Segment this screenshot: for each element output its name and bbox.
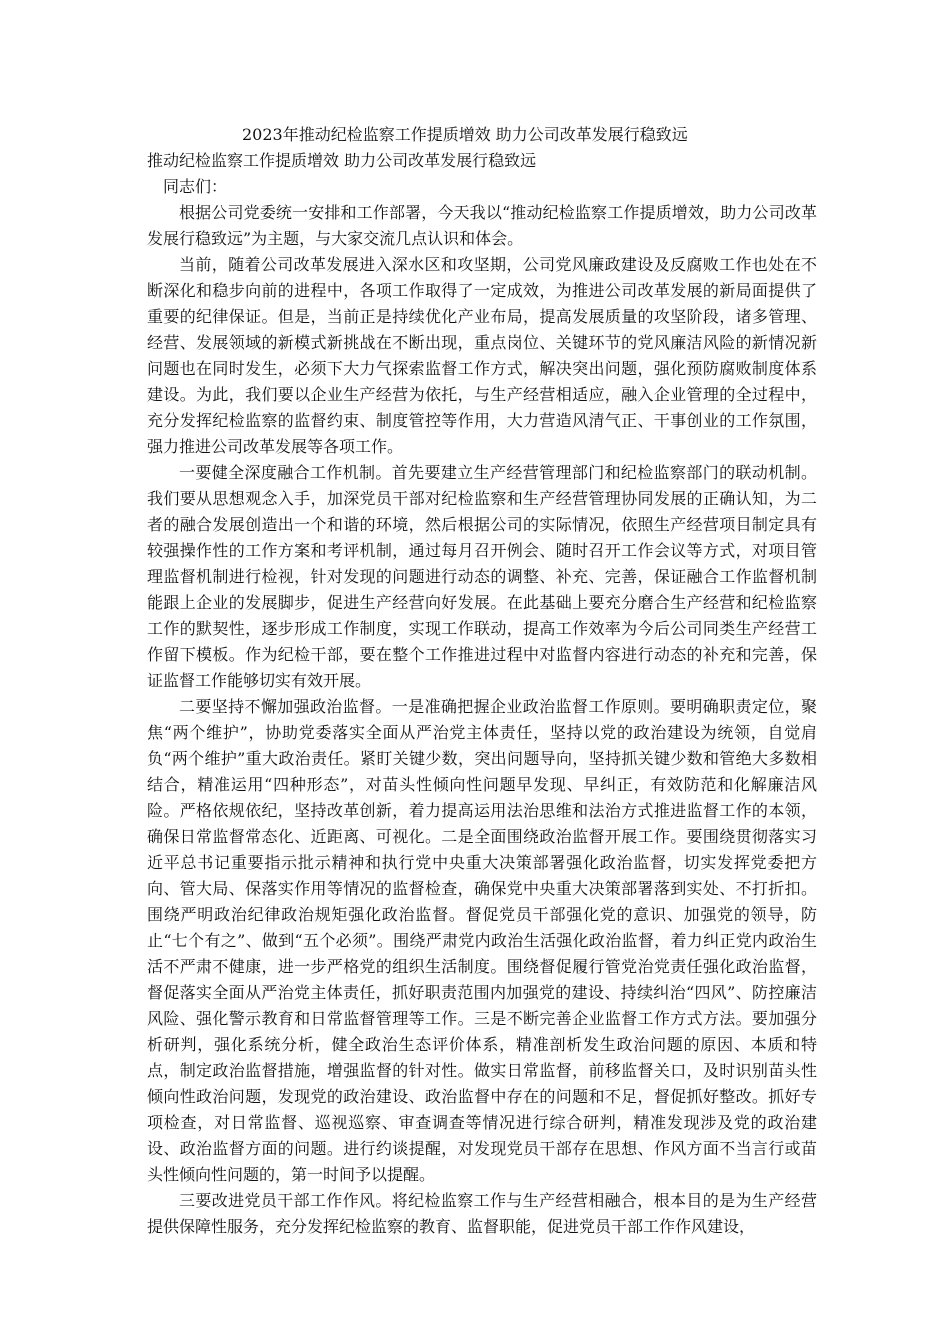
paragraph-background: 当前，随着公司改革发展进入深水区和攻坚期，公司党风廉政建设及反腐败工作也处在不断深化和稳步向前的进程中，各项工作取得了一定成效，为推进公司改革发展的新局面提供了重要的纪律保证。但是，当前正是持续优化产业布局，提高发展质量的攻坚阶段，诸多管理、经营、发展领域的新模式新挑战在不断出现，重点岗位、关键环节的党风廉洁风险的新情况新问题也在同时发生，必须下大力气探索监督工作方式，解决突出问题，强化预防腐败制度体系建设。为此，我们要以企业生产经营为依托，与生产经营相适应，融入企业管理的全过程中，充分发挥纪检监察的监督约束、制度管控等作用，大力营造风清气正、干事创业的工作氛围，强力推进公司改革发展等各项工作。 [147,255,817,456]
paragraph-point-two: 二要坚持不懈加强政治监督。一是准确把握企业政治监督工作原则。要明确职责定位，聚焦“两个维护”，协助党委落实全面从严治党主体责任，坚持以党的政治建设为统领，自觉肩负“两个维护”重大政治责任。紧盯关键少数，突出问题导向，坚持抓关键少数和管绝大多数相结合，精准运用“四种形态”，对苗头性倾向性问题早发现、早纠正，有效防范和化解廉洁风险。严格依规依纪，坚持改革创新，着力提高运用法治思维和法治方式推进监督工作的本领，确保日常监督常态化、近距离、可视化。二是全面围绕政治监督开展工作。要围绕贯彻落实习近平总书记重要指示批示精神和执行党中央重大决策部署强化政治监督，切实发挥党委把方向、管大局、保落实作用等情况的监督检查，确保党中央重大决策部署落到实处、不打折扣。围绕严明政治纪律政治规矩强化政治监督。督促党员干部强化党的意识、加强党的领导，防止“七个有之”、做到“五个必须”。围绕严肃党内政治生活强化政治监督，着力纠正党内政治生活不严肃不健康，进一步严格党的组织生活制度。围绕督促履行管党治党责任强化政治监督，督促落实全面从严治党主体责任，抓好职责范围内加强党的建设、持续纠治“四风”、防控廉洁风险、强化警示教育和日常监督管理等工作。三是不断完善企业监督工作方式方法。要加强分析研判，强化系统分析，健全政治生态评价体系，精准剖析发生政治问题的原因、本质和特点，制定政治监督措施，增强监督的针对性。做实日常监督，前移监督关口，及时识别苗头性倾向性政治问题，发现党的政治建设、政治监督中存在的问题和不足，督促抓好整改。抓好专项检查，对日常监督、巡视巡察、审查调查等情况进行综合研判，精准发现涉及党的政治建设、政治监督方面的问题。进行约谈提醒，对发现党员干部存在思想、作风方面不当言行或苗头性倾向性问题的，第一时间予以提醒。 [147,697,817,1184]
paragraph-intro: 根据公司党委统一安排和工作部署，今天我以“推动纪检监察工作提质增效，助力公司改革发展行稳致远”为主题，与大家交流几点认识和体会。 [147,203,817,248]
paragraph-point-three: 三要改进党员干部工作作风。将纪检监察工作与生产经营相融合，根本目的是为生产经营提供保障性服务，充分发挥纪检监察的教育、监督职能，促进党员干部工作作风建设， [147,1191,817,1236]
paragraph-point-one: 一要健全深度融合工作机制。首先要建立生产经营管理部门和纪检监察部门的联动机制。我们要从思想观念入手，加深党员干部对纪检监察和生产经营管理协同发展的正确认知，为二者的融合发展创造出一个和谐的环境，然后根据公司的实际情况，依照生产经营项目制定具有较强操作性的工作方案和考评机制，通过每月召开例会、随时召开工作会议等方式，对项目管理监督机制进行检视，针对发现的问题进行动态的调整、补充、完善，保证融合工作监督机制能跟上企业的发展脚步，促进生产经营向好发展。在此基础上要充分磨合生产经营和纪检监察工作的默契性，逐步形成工作制度，实现工作联动，提高工作效率为今后公司同类生产经营工作留下模板。作为纪检干部，要在整个工作推进过程中对监督内容进行动态的补充和完善，保证监督工作能够切实有效开展。 [147,463,817,690]
document-subtitle: 推动纪检监察工作提质增效 助力公司改革发展行稳致远 [147,151,537,170]
document-title: 2023年推动纪检监察工作提质增效 助力公司改革发展行稳致远 [242,125,688,144]
document-page [147,122,817,1240]
salutation: 同志们： [163,177,228,196]
